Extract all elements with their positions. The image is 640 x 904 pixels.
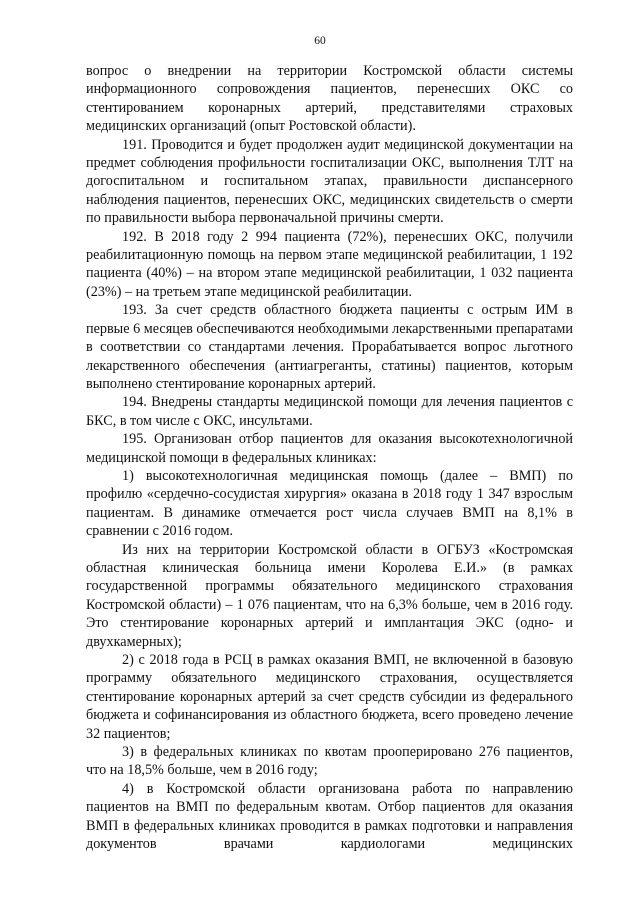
list-item-3: 3) в федеральных клиниках по квотам прооперировано 276 пациентов, что на 18,5% больше, чем в 2016 году;: [86, 744, 573, 779]
paragraph-195: 195. Организован отбор пациентов для оказания высокотехнологичной медицинской помощи в федеральных клиниках:: [86, 431, 573, 466]
list-item-4: 4) в Костромской области организована работа по направлению пациентов на ВМП по федеральным квотам. Отбор пациентов для оказания ВМП в федеральных клиниках проводится в рамках подготовки и направления документов врачами кардиологами медицинских: [86, 780, 573, 853]
paragraph-192: 192. В 2018 году 2 994 пациента (72%), перенесших ОКС, получили реабилитационную помощь на первом этапе медицинской реабилитации, 1 192 пациента (40%) – на втором этапе медицинской реабилитации, 1 032 пациента (23%) – на третьем этапе медицинской реабилитации.: [86, 228, 573, 300]
paragraph-194: 194. Внедрены стандарты медицинской помощи для лечения пациентов с БКС, в том числе с ОКС, инсультами.: [86, 394, 573, 429]
paragraph-continuation: вопрос о внедрении на территории Костромской области системы информационного сопровождения пациентов, перенесших ОКС со стентированием коронарных артерий, представителями страховых медицинских организаций (опыт Ростовской области).: [86, 63, 573, 135]
page-number: 60: [314, 35, 326, 47]
document-body: [86, 62, 573, 853]
paragraph-193: 193. За счет средств областного бюджета пациенты с острым ИМ в первые 6 месяцев обеспечиваются необходимыми лекарственными препаратами в соответствии со стандартами лечения. Прорабатывается вопрос льготного лекарственного обеспечения (антиагреганты, статины) пациентов, которым выполнено стентирование коронарных артерий.: [86, 302, 573, 392]
list-item-1: 1) высокотехнологичная медицинская помощь (далее – ВМП) по профилю «сердечно-сосудистая хирургия» оказана в 2018 году 1 347 взрослым пациентам. В динамике отмечается рост числа случаев ВМП на 8,1% в сравнении с 2016 годом.: [86, 467, 573, 540]
list-item-2: 2) с 2018 года в РСЦ в рамках оказания ВМП, не включенной в базовую программу обязательного медицинского страхования, осуществляется стентирование коронарных артерий за счет средств субсидии из федерального бюджета и софинансирования из областного бюджета, всего проведено лечение 32 пациентов;: [86, 652, 573, 742]
paragraph-191: 191. Проводится и будет продолжен аудит медицинской документации на предмет соблюдения профильности госпитализации ОКС, выполнения ТЛТ на догоспитальном и госпитальном этапах, правильности диспансерного наблюдения пациентов, перенесших ОКС, медицинских свидетельств о смерти по правильности выбора первоначальной причины смерти.: [86, 136, 573, 227]
paragraph-of-them: Из них на территории Костромской области в ОГБУЗ «Костромская областная клиническая больница имени Королева Е.И.» (в рамках государственной программы обязательного медицинского страхования Костромской области) – 1 076 пациентам, что на 6,3% больше, чем в 2016 году. Это стентирование коронарных артерий и имплантация ЭКС (одно- и двухкамерных);: [86, 541, 573, 650]
